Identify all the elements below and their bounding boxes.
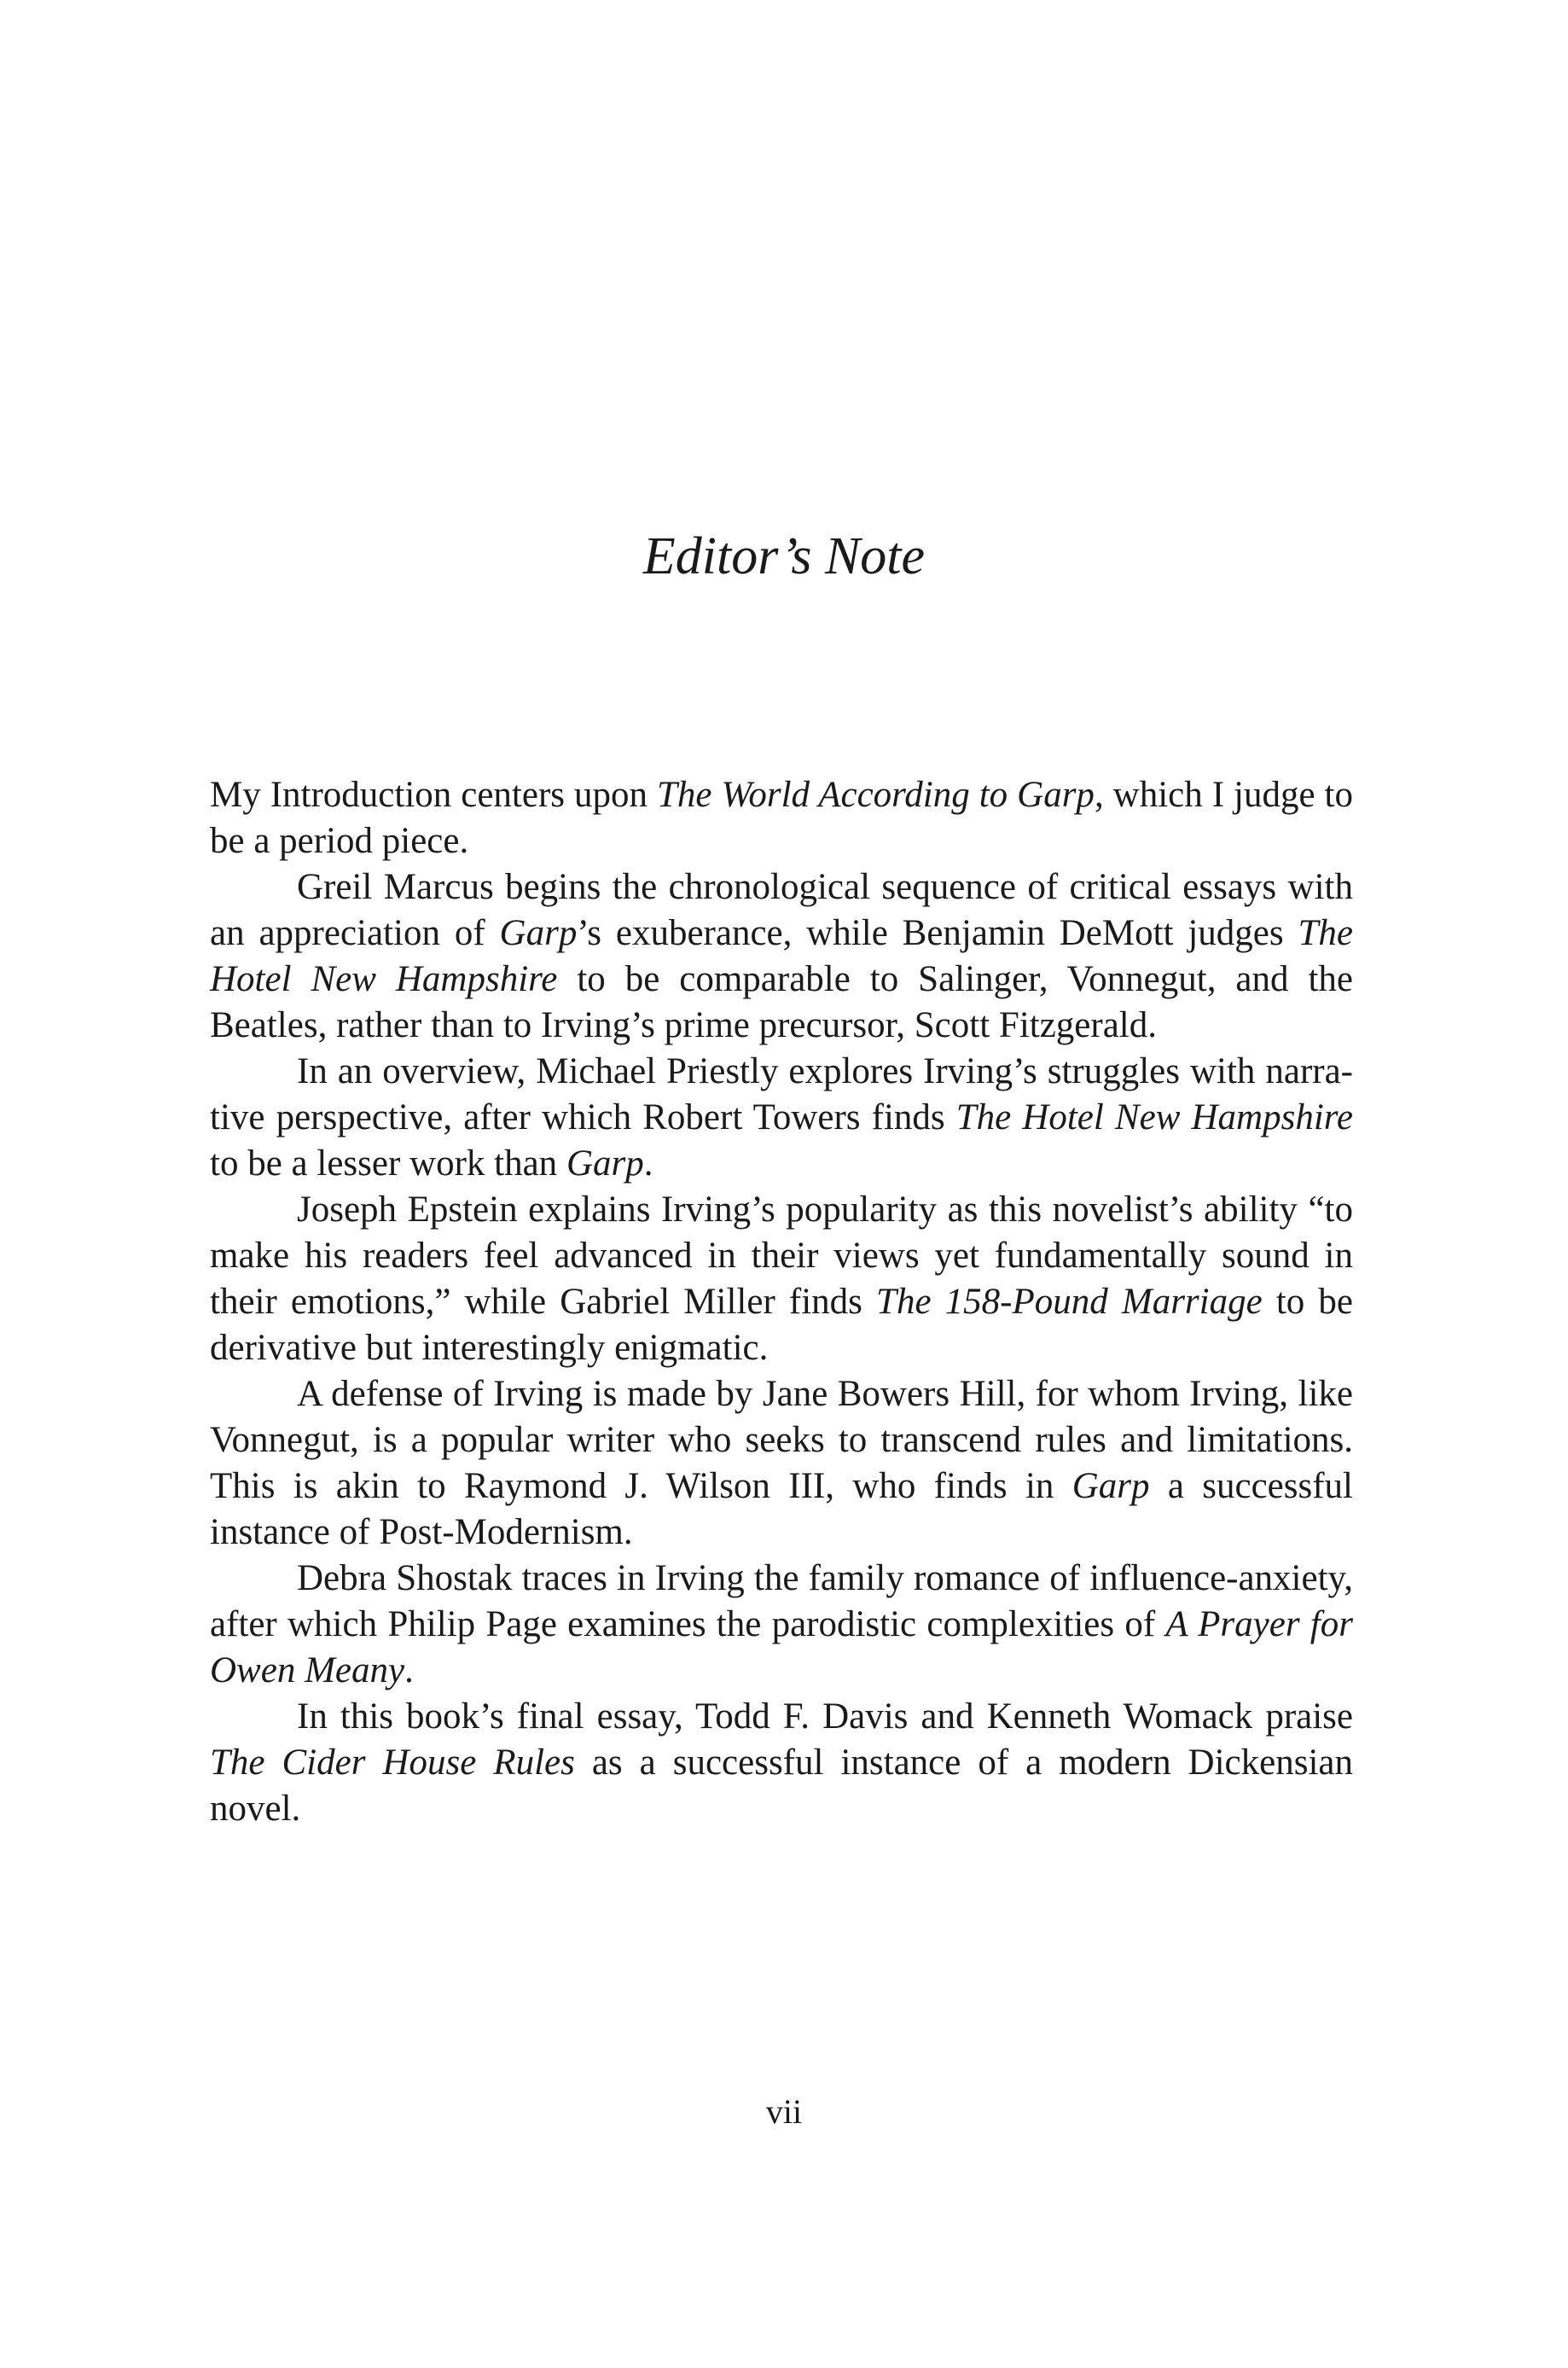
- paragraph: [210, 1049, 1353, 1187]
- page-number: vii: [765, 2092, 803, 2131]
- italic-title-run: Garp: [499, 913, 578, 953]
- italic-title-run: Garp: [1071, 1466, 1150, 1506]
- text-run: , which I judge to be a period piece.: [210, 775, 1353, 861]
- italic-title-run: The Hotel New Hampshire: [210, 913, 1354, 999]
- text-run: .: [404, 1650, 414, 1690]
- paragraph: [210, 1371, 1353, 1556]
- italic-title-run: Garp: [566, 1143, 644, 1184]
- text-run: A defense of Irving is made by Jane Bowers Hill, for whom Irving, like Vonnegut, is a popular writer who seeks to transcend rules and limitations. This is akin to Raymond J. Wilson III, who finds in: [210, 1374, 1353, 1506]
- paragraph: [210, 1556, 1353, 1694]
- paragraph: [210, 1694, 1353, 1832]
- paragraph: [210, 1187, 1353, 1371]
- italic-title-run: The Hotel New Hampshire: [955, 1097, 1353, 1137]
- text-run: In this book’s final essay, Todd F. Davis and Kenneth Womack praise: [297, 1696, 1353, 1737]
- text-run: as a successful instance of a modern Dickensian novel.: [210, 1743, 1353, 1829]
- text-run: Greil Marcus begins the chronological sequence of critical essays with an appreciation of: [210, 867, 1353, 953]
- text-run: My Introduction centers upon: [210, 775, 657, 815]
- page-title: Editor’s Note: [642, 527, 926, 585]
- text-run: a successful instance of Post-Modernism.: [210, 1466, 1353, 1552]
- paragraph: [210, 772, 1353, 864]
- italic-title-run: The 158-Pound Marriage: [876, 1282, 1263, 1322]
- italic-title-run: A Prayer for Owen Meany: [210, 1604, 1353, 1690]
- italic-title-run: The Cider House Rules: [210, 1743, 575, 1783]
- text-run: to be a lesser work than: [210, 1143, 566, 1184]
- text-run: to be comparable to Salinger, Vonnegut, and the Beatles, rather than to Irving’s prime precursor, Scott Fitzgerald.: [210, 959, 1353, 1045]
- text-run: to be derivative but interestingly enigmatic.: [210, 1282, 1353, 1368]
- text-run: Joseph Epstein explains Irving’s popularity as this novelist’s ability “to make his readers feel advanced in their views yet fundamentally sound in their emotions,” while Gabriel Miller finds: [210, 1190, 1353, 1322]
- text-run: .: [643, 1143, 653, 1184]
- paragraph: [210, 864, 1353, 1049]
- text-run: ’s exuberance, while Benjamin DeMott judges: [577, 913, 1298, 953]
- text-run: Debra Shostak traces in Irving the family romance of influence-anxiety, after which Philip Page examines the parodistic complexities of: [210, 1558, 1353, 1644]
- italic-title-run: The World According to Garp: [656, 775, 1095, 815]
- body-text: [210, 772, 1353, 1832]
- text-run: In an overview, Michael Priestly explores Irving’s struggles with narrative perspective, after which Robert Towers finds: [210, 1051, 1353, 1137]
